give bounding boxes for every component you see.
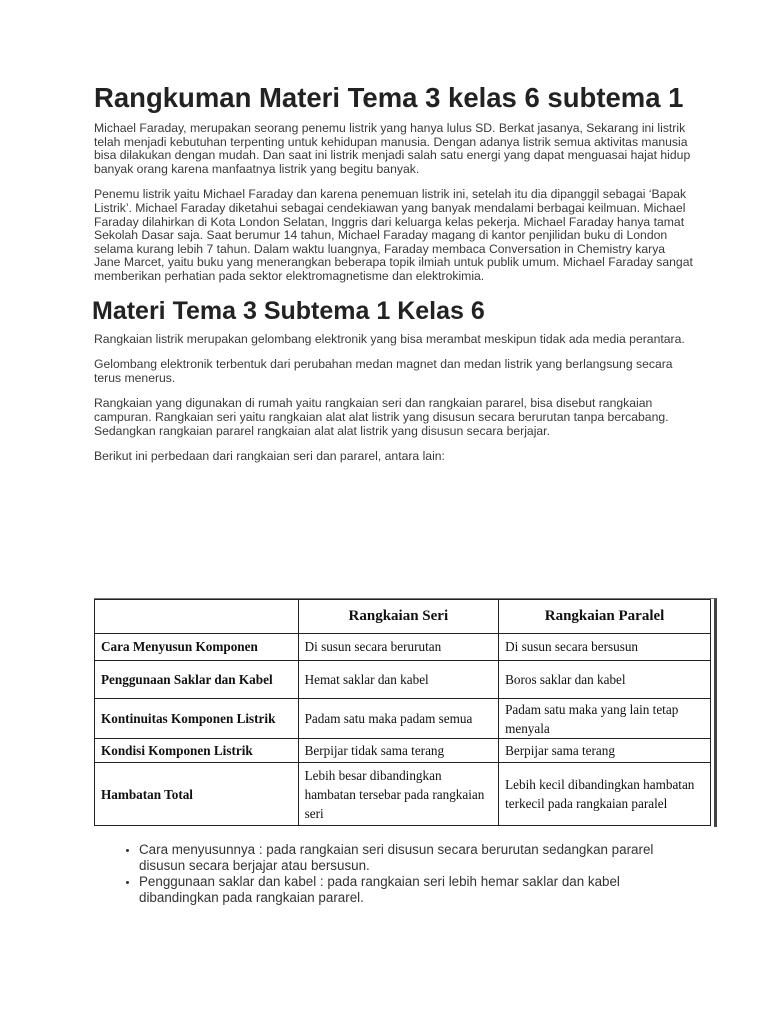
table-row (95, 660, 711, 698)
table-row-label: Kondisi Komponen Listrik (95, 739, 299, 763)
table-cell: Boros saklar dan kabel (499, 660, 711, 698)
table-cell: Berpijar sama terang (499, 739, 711, 763)
bullet-list (110, 842, 699, 906)
list-item: • Penggunaan saklar dan kabel : pada rangkaian seri lebih hemar saklar dan kabel dibandingkan pada rangkaian pararel. (139, 874, 699, 905)
table-row (95, 739, 711, 763)
section2-body (94, 333, 694, 464)
section2-paragraph: Rangkaian yang digunakan di rumah yaitu rangkaian seri dan rangkaian pararel, bisa disebut rangkaian campuran. Rangkaian seri yaitu rangkaian alat alat listrik yang disusun secara berurutan tanpa bercabang. Sedangkan rangkaian pararel rangkaian alat alat listrik yang disusun secara berjajar. (94, 396, 669, 438)
table-cell: Di susun secara berurutan (298, 634, 498, 660)
table-cell: Berpijar tidak sama terang (298, 739, 498, 763)
table-row (95, 698, 711, 738)
table-row-label: Cara Menyusun Komponen (95, 634, 299, 660)
table-header-cell: Rangkaian Paralel (499, 600, 711, 634)
table-header-row (95, 600, 711, 634)
section1-title: Rangkuman Materi Tema 3 kelas 6 subtema 1 (94, 82, 684, 113)
table-header-cell (95, 600, 299, 634)
section2-paragraph: Gelombang elektronik terbentuk dari perubahan medan magnet dan medan listrik yang berlangsung secara terus menerus. (94, 357, 673, 385)
table-row (95, 763, 711, 826)
section1-paragraph: Michael Faraday, merupakan seorang penemu listrik yang hanya lulus SD. Berkat jasanya, Sekarang ini listrik telah menjadi kebutuhan terpenting untuk kehidupan manusia. Dengan adanya listrik semua aktivitas manusia bisa dilakukan dengan mudah. Dan saat ini listrik menjadi salah satu energi yang dapat menguasai hajat hidup banyak orang karena manfaatnya listrik yang begitu banyak. (94, 121, 691, 176)
table-row-label: Kontinuitas Komponen Listrik (95, 698, 299, 738)
table-row-label: Hambatan Total (95, 763, 299, 826)
table-row (95, 634, 711, 660)
section2-paragraph: Berikut ini perbedaan dari rangkaian seri dan pararel, antara lain: (94, 449, 445, 464)
table-cell: Padam satu maka yang lain tetap menyala (499, 698, 711, 738)
section1-body (94, 122, 694, 284)
table-cell: Lebih kecil dibandingkan hambatan terkecil pada rangkaian paralel (499, 763, 711, 826)
table-row-label: Penggunaan Saklar dan Kabel (95, 660, 299, 698)
list-item: • Cara menyusunnya : pada rangkaian seri disusun secara berurutan sedangkan pararel disusun secara berjajar atau bersusun. (139, 842, 699, 873)
section2-title: Materi Tema 3 Subtema 1 Kelas 6 (92, 296, 485, 325)
table-cell: Lebih besar dibandingkan hambatan tersebar pada rangkaian seri (298, 763, 498, 826)
comparison-table-image (94, 598, 717, 827)
document-page (94, 82, 694, 464)
table-header-cell: Rangkaian Seri (298, 600, 498, 634)
table-cell: Hemat saklar dan kabel (298, 660, 498, 698)
section1-paragraph: Penemu listrik yaitu Michael Faraday dan karena penemuan listrik ini, setelah itu dia dipanggil sebagai ‘Bapak Listrik’. Michael Faraday diketahui sebagai cendekiawan yang banyak mendalami berbagai keilmuan. Michael Faraday dilahirkan di Kota London Selatan, Inggris dari keluarga kelas pekerja. Michael Faraday hanya tamat Sekolah Dasar saja. Saat berumur 14 tahun, Michael Faraday magang di kantor penjilidan buku di London selama kurang lebih 7 tahun. Dalam waktu luangnya, Faraday membaca Conversation in Chemistry karya Jane Marcet, yaitu buku yang menerangkan beberapa topik ilmiah untuk publik umum. Michael Faraday sangat memberikan perhatian pada sektor elektromagnetisme dan elektrokimia. (94, 187, 693, 283)
table-cell: Di susun secara bersusun (499, 634, 711, 660)
section2-paragraph: Rangkaian listrik merupakan gelombang elektronik yang bisa merambat meskipun tidak ada media perantara. (94, 331, 685, 346)
comparison-table (94, 599, 711, 826)
table-cell: Padam satu maka padam semua (298, 698, 498, 738)
